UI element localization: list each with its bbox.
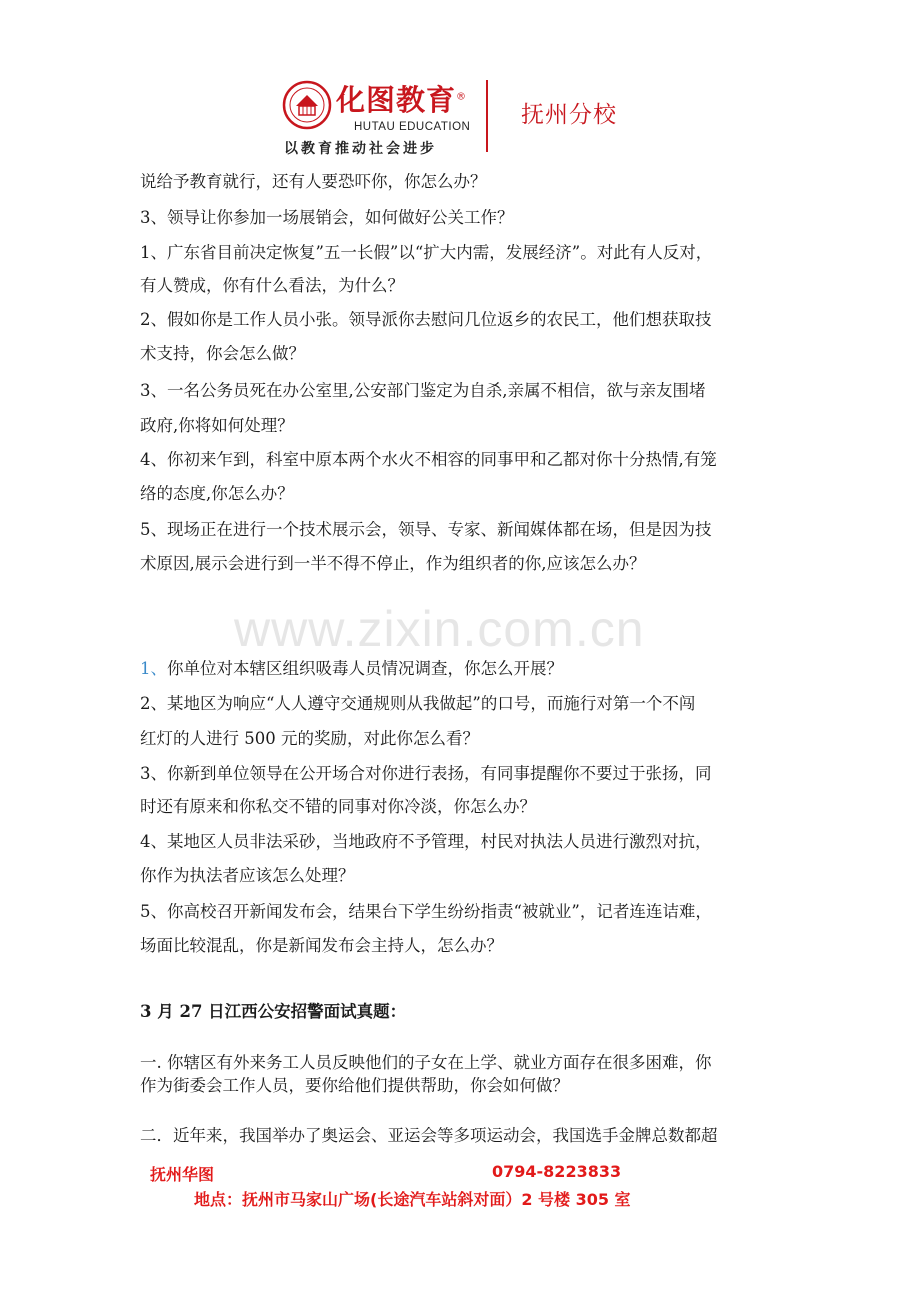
footer-address: 地点：抚州市马家山广场(长途汽车站斜对面）2 号楼 305 室 [194,1190,631,1209]
text-line: 络的态度,你怎么办？ [140,484,294,503]
text-line: 有人赞成，你有什么看法，为什么？ [140,276,404,295]
text-line: 一. 你辖区有外来务工人员反映他们的子女在上学、就业方面存在很多困难，你 [140,1053,712,1072]
text-line: 3、领导让你参加一场展销会，如何做好公关工作？ [140,208,514,227]
text-line: 红灯的人进行 500 元的奖励，对此你怎么看？ [140,729,479,748]
brand-english: HUTAU EDUCATION [354,121,471,133]
text-line: 你作为执法者应该怎么处理？ [140,866,355,885]
text-line [140,659,563,679]
header-divider [486,80,488,152]
watermark: www.zixin.com.cn [234,601,645,657]
text-line: 说给予教育就行，还有人要恐吓你，你怎么办？ [140,172,487,191]
text-line: 作为街委会工作人员，要你给他们提供帮助，你会如何做？ [140,1076,569,1095]
text-line: 术原因,展示会进行到一半不得不停止，作为组织者的你,应该怎么办？ [140,554,646,573]
text-line: 2、某地区为响应“人人遵守交通规则从我做起”的口号，而施行对第一个不闯 [140,694,696,713]
text-line: 3、一名公务员死在办公室里,公安部门鉴定为自杀,亲属不相信，欲与亲友围堵 [140,381,706,400]
branch-name: 抚州分校 [521,102,617,128]
brand-name: 化图教育® [336,83,468,117]
section-heading: 3 月 27 日江西公安招警面试真题： [140,1002,407,1021]
question-text: 你单位对本辖区组织吸毒人员情况调查，你怎么开展？ [167,659,563,678]
text-line: 1、广东省目前决定恢复”五一长假”以“扩大内需，发展经济”。对此有人反对， [140,243,713,262]
list-number: 1、 [140,659,167,678]
text-line: 场面比较混乱，你是新闻发布会主持人，怎么办？ [140,936,503,955]
text-line: 术支持，你会怎么做？ [140,344,305,363]
text-line: 时还有原来和你私交不错的同事对你冷淡，你怎么办？ [140,797,536,816]
text-line: 2、假如你是工作人员小张。领导派你去慰问几位返乡的农民工，他们想获取技 [140,310,712,329]
slogan: 以教育推动社会进步 [284,141,437,157]
registered-mark: ® [456,91,468,103]
text-line: 二．近年来，我国举办了奥运会、亚运会等多项运动会，我国选手金牌总数都超 [140,1126,718,1145]
hutu-seal-logo [282,80,332,130]
footer-company: 抚州华图 [150,1165,215,1184]
header [276,76,696,160]
text-line: 5、现场正在进行一个技术展示会，领导、专家、新闻媒体都在场，但是因为技 [140,520,712,539]
text-line: 5、你高校召开新闻发布会，结果台下学生纷纷指责“被就业”，记者连连诘难， [140,902,712,921]
text-line: 4、某地区人员非法采砂，当地政府不予管理，村民对执法人员进行激烈对抗， [140,832,712,851]
footer-phone: 0794-8223833 [492,1162,622,1181]
text-line: 3、你新到单位领导在公开场合对你进行表扬，有同事提醒你不要过于张扬，同 [140,764,712,783]
text-line: 政府,你将如何处理？ [140,416,294,435]
text-line: 4、你初来乍到，科室中原本两个水火不相容的同事甲和乙都对你十分热情,有笼 [140,450,717,469]
